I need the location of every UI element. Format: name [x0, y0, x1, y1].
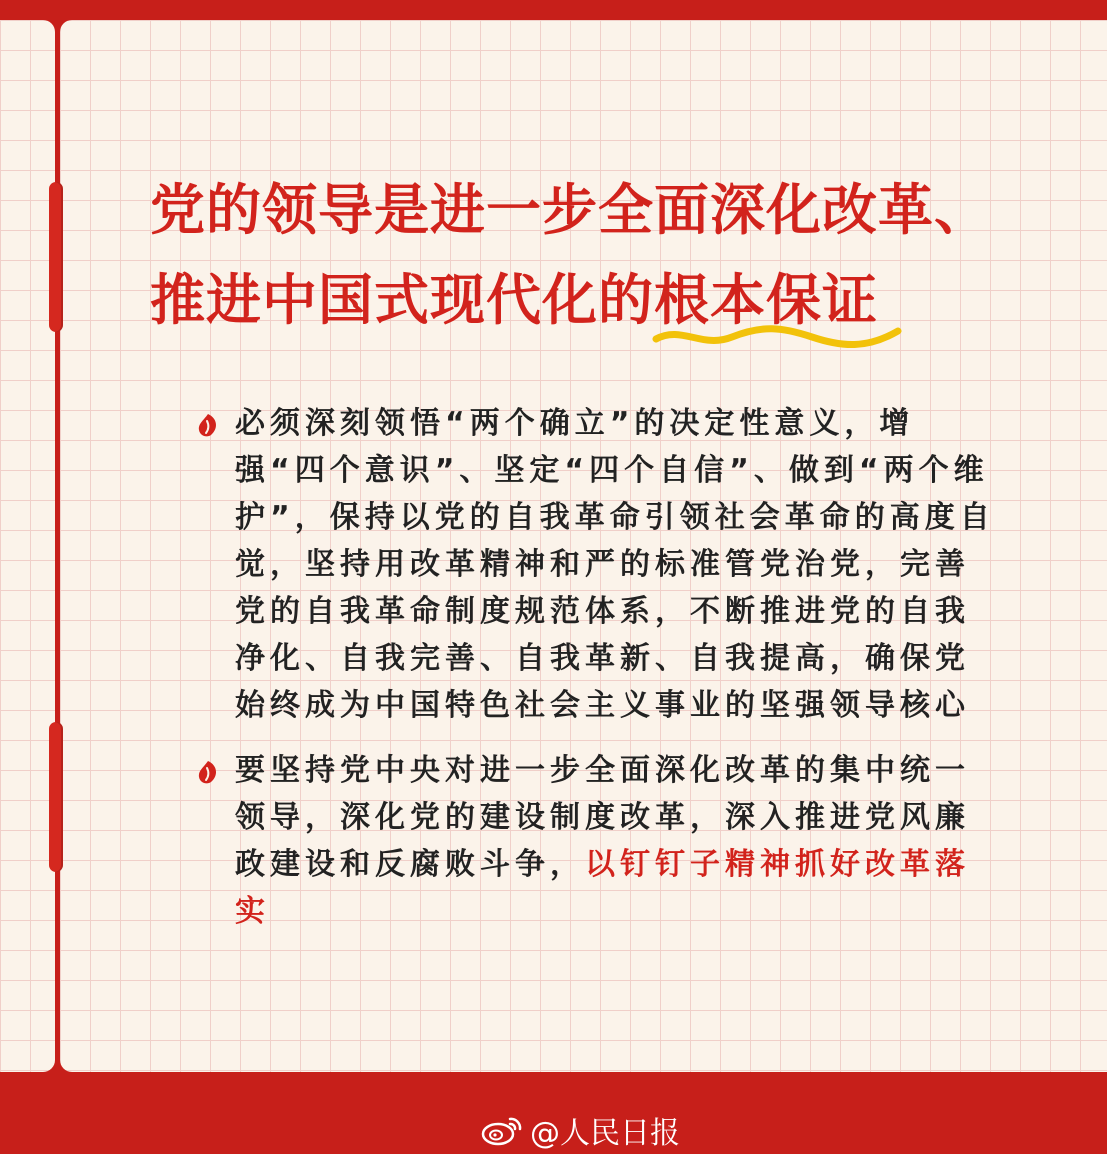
title-highlight — [654, 255, 878, 345]
list-item — [195, 400, 995, 729]
title-line-2-text: 推进中国式现代化的 — [150, 268, 655, 332]
bullet-text: 必须深刻领悟“两个确立”的决定性意义，增强“四个意识”、坚定“四个自信”、做到“两个维护”，保持以党的自我革命引领社会革命的高度自觉，坚持用改革精神和严的标准管党治党，完善党的自我革命制度规范体系，不断推进党的自我净化、自我完善、自我革新、自我提高，确保党始终成为中国特色社会主义事业的坚强领导核心 — [235, 406, 995, 723]
bullet-text-highlight: 以钉钉子精神抓好改革落实 — [235, 847, 970, 929]
top-red-band — [0, 0, 1107, 20]
watermark — [480, 1108, 680, 1152]
bullet-text — [235, 747, 995, 935]
notebook-left-page — [0, 20, 55, 1072]
weibo-icon — [480, 1113, 524, 1147]
watermark-text: @人民日报 — [530, 1116, 680, 1151]
title-highlight-text: 根本保证 — [654, 268, 879, 332]
red-petal-bullet-icon — [195, 759, 221, 785]
bullet-list — [195, 400, 995, 953]
list-item — [195, 747, 995, 935]
bullet-text-main: 要坚持党中央对进一步全面深化改革的集中统一领导，深化党的建设制度改革，深入推进党风廉政建设和反腐败斗争， — [235, 753, 970, 882]
title-line-1: 党的领导是进一步全面深化改革、 — [150, 178, 991, 242]
page-title — [150, 165, 1080, 345]
binder-ring — [49, 722, 63, 872]
binder-ring — [49, 182, 63, 332]
title-line-2 — [150, 255, 1080, 345]
red-petal-bullet-icon — [195, 412, 221, 438]
